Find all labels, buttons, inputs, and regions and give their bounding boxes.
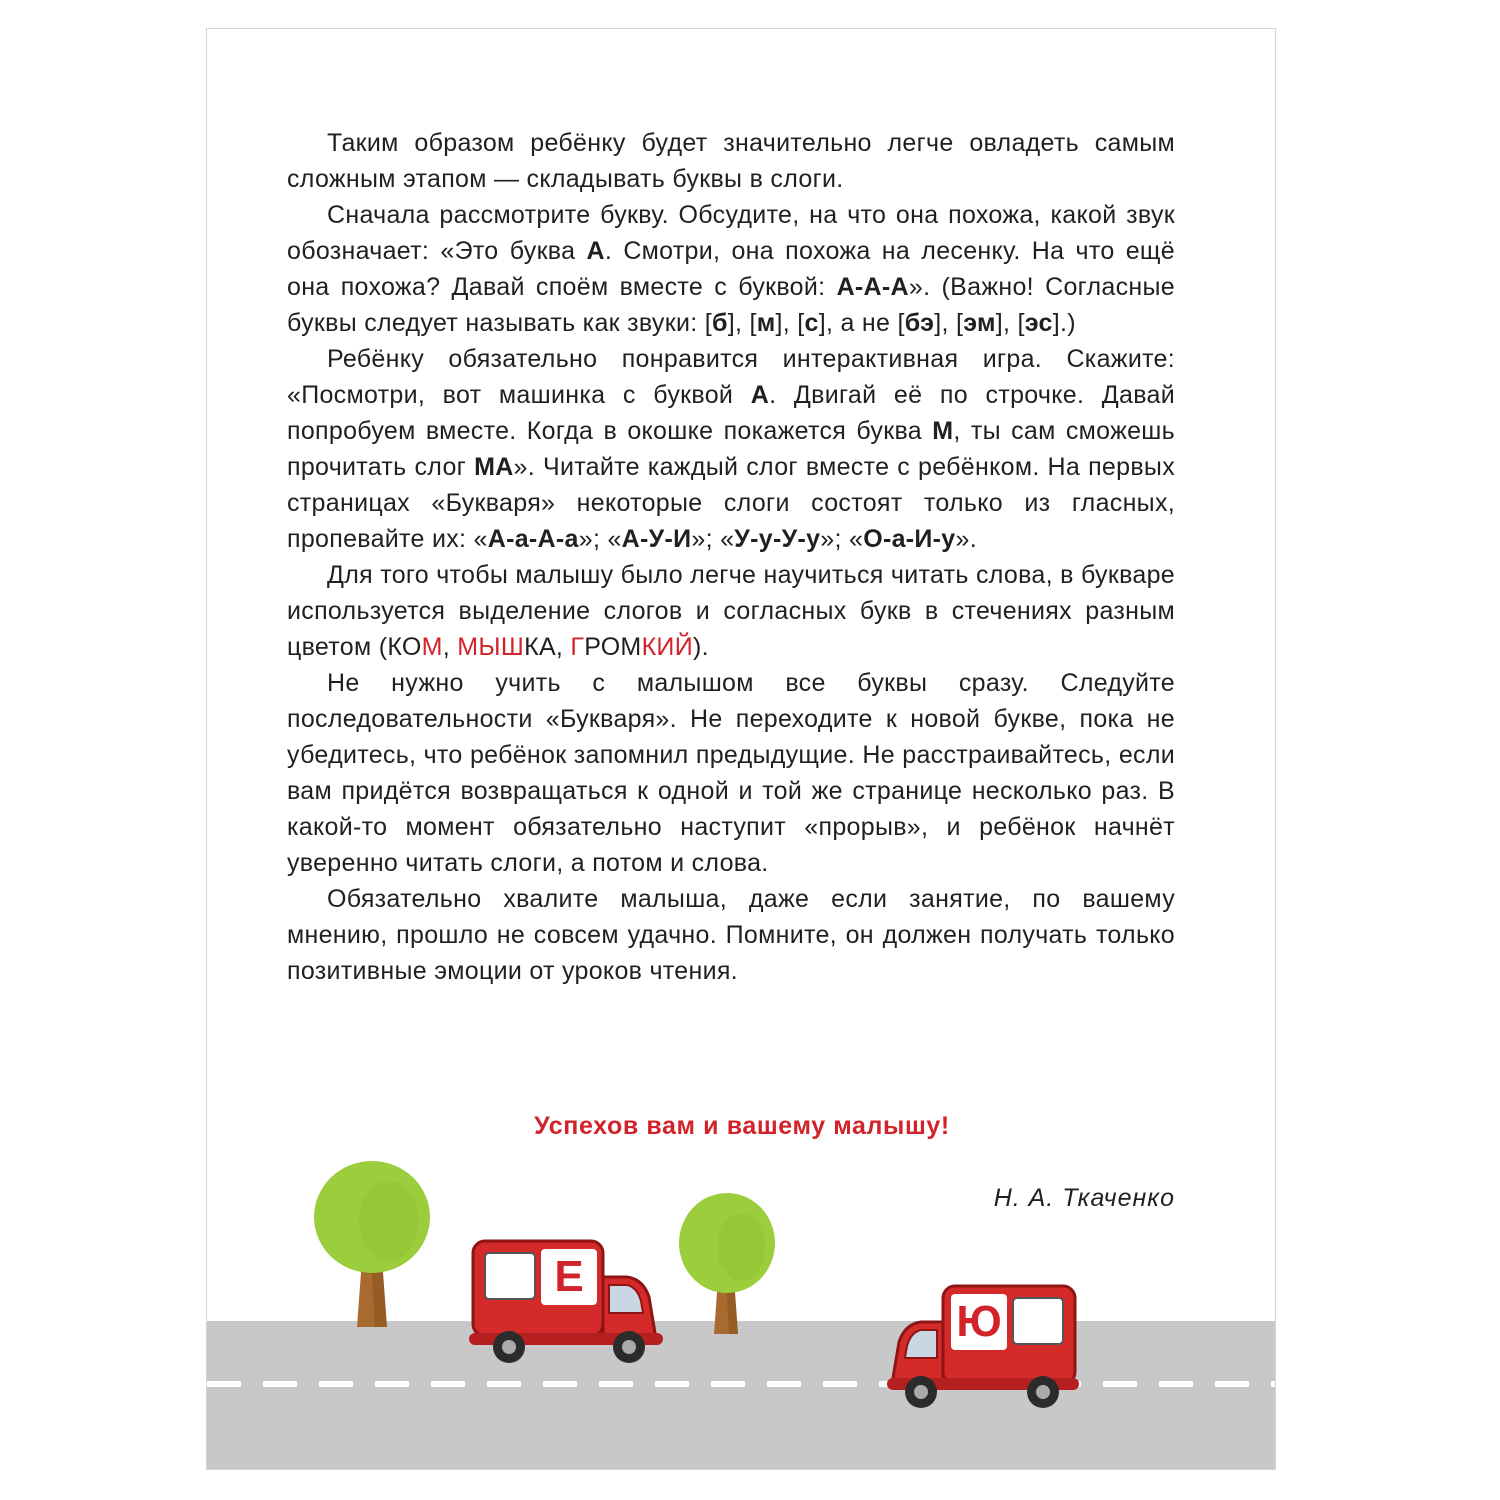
bold-sound: с — [804, 309, 819, 337]
body-text — [287, 125, 1175, 989]
paragraph-2: Сначала рассмотрите букву. Обсудите, на что она похожа, какой звук обозначает: «Это буква А. Смотри, она похожа на лесенку. На что ещё она похожа? Давай споём вместе с буквой: А-А-А». (Важно! Согласные буквы следует называть как звуки: [б], [м], [с], а не [бэ], [эм], [эс].) — [287, 201, 1175, 337]
road-dashed-line — [207, 1381, 1276, 1387]
bold-sound: эм — [963, 309, 996, 337]
truck-left-letter: Е — [554, 1252, 584, 1301]
bold-letter: А — [586, 237, 605, 265]
paragraph-4: Для того чтобы малышу было легче научиться читать слова, в букваре используется выделение слогов и согласных букв в стечениях разным цветом (КОМ, МЫШКА, ГРОМКИЙ). — [287, 561, 1175, 661]
bold-letter: М — [932, 417, 954, 445]
bold-sound: б — [711, 309, 728, 337]
bold-syllable: А-а-А-а — [487, 525, 579, 553]
example-word-kom: КОМ — [387, 633, 443, 661]
bold-letter: А — [750, 381, 770, 409]
bold-syllable: У-у-У-у — [734, 525, 821, 553]
example-word-myshka: МЫШКА — [457, 633, 556, 661]
bold-syllable: А-У-И — [621, 525, 692, 553]
bold-sound: эс — [1024, 309, 1053, 337]
example-word-gromkiy: ГРОМКИЙ — [570, 633, 693, 661]
bold-sound: бэ — [904, 309, 935, 337]
author-signature: Н. А. Ткаченко — [993, 1184, 1175, 1212]
bold-sound: м — [756, 309, 776, 337]
bold-syllable: А-А-А — [836, 273, 909, 301]
paragraph-5: Не нужно учить с малышом все буквы сразу. Следуйте последовательности «Букваря». Не переходите к новой букве, пока не убедитесь, что ребёнок запомнил предыдущие. Не расстраивайтесь, если вам придётся возвращаться к одной и той же странице несколько раз. В какой-то момент обязательно наступит «прорыв», и ребёнок начнёт уверенно читать слоги, а потом и слова. — [287, 669, 1175, 877]
truck-right-letter: Ю — [956, 1297, 1002, 1346]
paragraph-3: Ребёнку обязательно понравится интерактивная игра. Скажите: «Посмотри, вот машинка с буквой А. Двигай её по строчке. Давай попробуем вместе. Когда в окошке покажется буква М, ты сам сможешь прочитать слог МА». Читайте каждый слог вместе с ребёнком. На первых страницах «Букваря» некоторые слоги состоят только из гласных, пропевайте их: «А-а-А-а»; «А-У-И»; «У-у-У-у»; «О-а-И-у». — [287, 345, 1175, 553]
tree-right — [677, 1191, 777, 1336]
bold-syllable: О-а-И-у — [863, 525, 956, 553]
closing-wish: Успехов вам и вашему малышу! — [534, 1112, 950, 1140]
book-page — [206, 28, 1276, 1470]
paragraph-6: Обязательно хвалите малыша, даже если занятие, по вашему мнению, прошло не совсем удачно. Помните, он должен получать только позитивные эмоции от уроков чтения. — [287, 885, 1175, 985]
paragraph-1: Таким образом ребёнку будет значительно легче овладеть самым сложным этапом — складывать буквы в слоги. — [287, 129, 1175, 193]
road — [207, 1321, 1276, 1470]
bold-syllable: МА — [474, 453, 514, 481]
tree-left — [307, 1159, 437, 1329]
